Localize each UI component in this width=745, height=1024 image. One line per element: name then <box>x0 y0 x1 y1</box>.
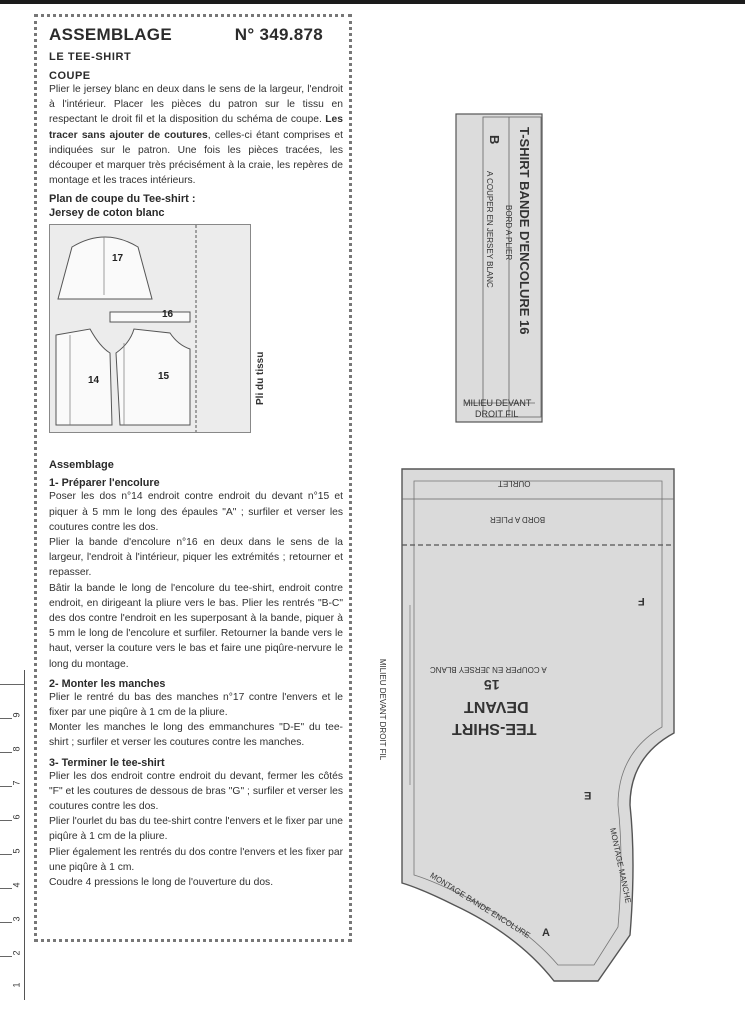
front-mark-f: F <box>638 595 645 607</box>
front-title-line-2: DEVANT <box>464 698 529 715</box>
neckband-cut-note: A COUPER EN JERSEY BLANC <box>485 171 494 288</box>
neckband-centre-front: MILIEU DEVANT <box>463 398 532 408</box>
piece-number-15: 15 <box>158 371 170 383</box>
neckband-letter-b: B <box>487 135 502 145</box>
pattern-reference: N° 349.878 <box>234 25 323 44</box>
ruler-mark: 1 <box>11 982 22 988</box>
front-fold-edge-label: BORD A PLIER <box>490 515 546 524</box>
ruler-mark: 6 <box>11 814 22 820</box>
ruler-mark: 5 <box>11 848 22 854</box>
neckband-fold-note: BORD A PLIER <box>504 205 513 261</box>
panel-header <box>49 25 343 45</box>
ruler-mark: 4 <box>11 882 22 888</box>
piece-number-14: 14 <box>88 375 100 387</box>
front-neckband-seam-label: MONTAGE BANDE ENCOLURE <box>428 870 532 941</box>
scan-top-edge <box>0 0 745 4</box>
front-title-line-1: TEE-SHIRT <box>452 720 537 737</box>
coupe-paragraph: Plier le jersey blanc en deux dans le sens de la largeur, l'endroit à l'intérieur. Placer les pièces du patron sur le tissu en respectant le droit fil et la disposition du schéma de coupe. Les tracer sans ajouter de coutures, celles-ci étant comprises et indiquées sur le patron. Une fois les pièces tracées, les découper et marquer très précisément à la craie, les repères de montage et les traces intérieurs. <box>49 84 343 187</box>
cutting-plan-title: Plan de coupe du Tee-shirt : <box>49 193 196 206</box>
front-cut-note: A COUPER EN JERSEY BLANC <box>430 665 547 674</box>
ruler-mark: 2 <box>11 950 22 956</box>
garment-title: LE TEE-SHIRT <box>49 51 132 63</box>
instruction-panel <box>34 14 352 942</box>
neckband-grain: DROIT FIL <box>475 409 519 419</box>
front-piece-number: 15 <box>484 677 500 693</box>
step-3-paragraph-1: Plier les dos endroit contre endroit du devant, fermer les côtés "F" et les coutures de dessous de bras "G" ; surfiler et verser les coutures contre les dos. <box>49 770 343 813</box>
step-3-paragraph-2: Plier l'ourlet du bas du tee-shirt contre l'envers et le fixer par une piqûre à 1 cm de la pliure. <box>49 816 343 843</box>
fold-label: Pli du tissu <box>255 352 266 406</box>
step-1-paragraph-3: Bâtir la bande le long de l'encolure du tee-shirt, endroit contre endroit, en dirigeant la pliure vers le bas. Plier les rentrés "B-C" des dos contre l'endroit en les superposant à la bande, piquer à 5 mm le long de l'encolure et surfiler. Retourner la bande vers le haut, verser la couture vers le bas et faire une piqûre-nervure le long du montage. <box>49 582 343 670</box>
piece-number-17: 17 <box>112 253 124 265</box>
ruler-mark: 9 <box>11 712 22 718</box>
neckband-pattern-piece <box>455 113 543 423</box>
ruler-mark: 3 <box>11 916 22 922</box>
cutting-layout-diagram <box>49 224 266 433</box>
front-sleeve-seam-label: MONTAGE MANCHE <box>607 827 633 904</box>
cutting-plan-fabric: Jersey de coton blanc <box>49 207 165 220</box>
step-3-title: 3- Terminer le tee-shirt <box>49 756 165 769</box>
step-3-paragraph-3: Plier également les rentrés du dos contre l'envers et les fixer par une piqûre à 1 cm. <box>49 846 343 873</box>
front-centre-front-label: MILIEU DEVANT DROIT FIL <box>378 658 388 761</box>
step-1-paragraph-1: Poser les dos n°14 endroit contre endroit du devant n°15 et piquer à 5 mm le long des épaules "A" ; surfiler et verser les coutures contre les dos. <box>49 491 343 533</box>
step-1-title: 1- Préparer l'encolure <box>49 477 160 490</box>
front-mark-e: E <box>584 789 592 801</box>
front-piece-outline <box>398 465 678 985</box>
cutting-layout-svg <box>50 225 250 432</box>
step-2-paragraph-1: Plier le rentré du bas des manches n°17 contre l'envers et le fixer par une piqûre à 1 cm de la pliure. <box>49 691 343 719</box>
assembly-heading: Assemblage <box>49 459 114 472</box>
page-title: ASSEMBLAGE <box>49 25 172 44</box>
coupe-heading: COUPE <box>49 70 91 82</box>
step-2-paragraph-2: Monter les manches le long des emmanchures "D-E" du tee-shirt ; surfiler et verser les coutures contre les manches. <box>49 722 343 749</box>
front-mark-a: A <box>542 927 550 939</box>
step-3-paragraph-4: Coudre 4 pressions le long de l'ouverture du dos. <box>49 877 274 889</box>
piece-number-16: 16 <box>162 309 174 321</box>
ruler-mark: 8 <box>11 746 22 752</box>
neckband-title: T-SHIRT BANDE D'ENCOLURE 16 <box>517 127 532 335</box>
step-1-paragraph-2: Plier la bande d'encolure n°16 en deux dans le sens de la largeur, l'endroit à l'intérieur, piquer les extrémités ; retourner et repasser. <box>49 537 343 579</box>
front-hem-label: OURLET <box>498 479 531 488</box>
front-pattern-piece <box>378 465 678 985</box>
measuring-ruler <box>0 670 25 1000</box>
step-2-title: 2- Monter les manches <box>49 677 166 690</box>
ruler-mark: 7 <box>11 780 22 786</box>
